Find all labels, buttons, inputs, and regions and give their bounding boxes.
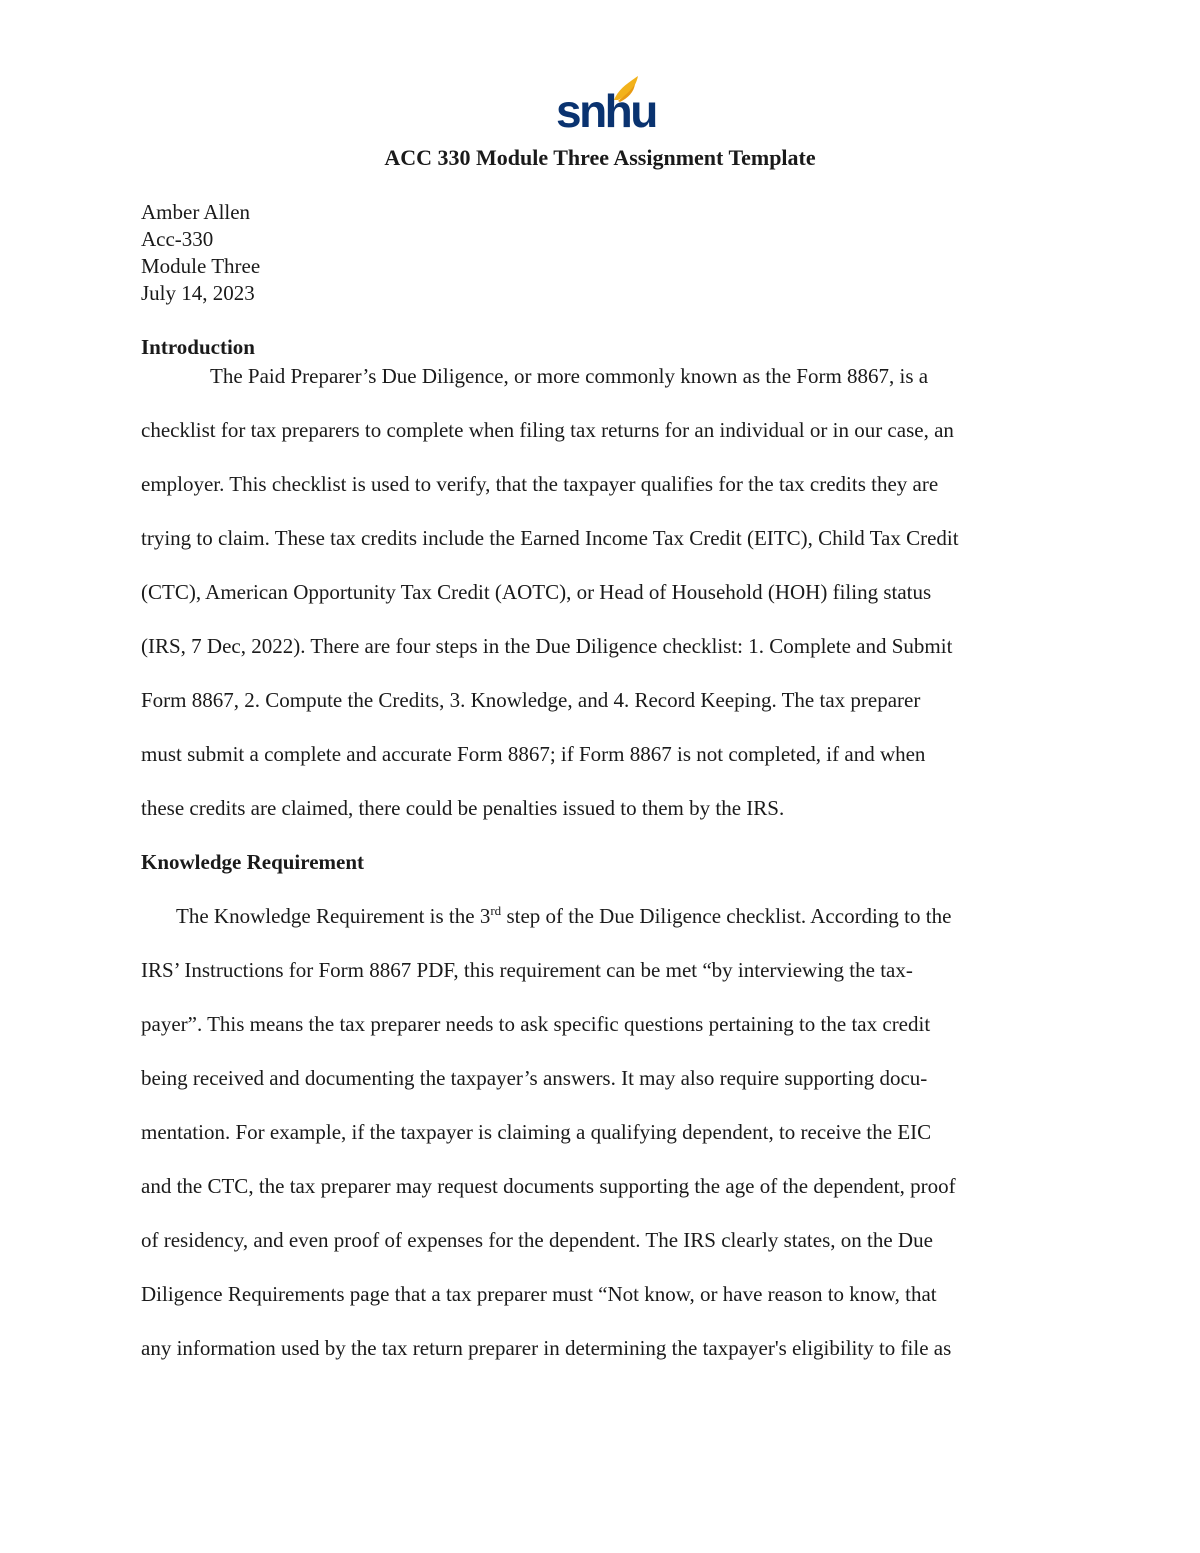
ordinal-suffix: rd bbox=[490, 903, 502, 918]
paragraph-line: Diligence Requirements page that a tax preparer must “Not know, or have reason to know, that bbox=[141, 1282, 937, 1306]
paragraph-line: employer. This checklist is used to verify, that the taxpayer qualifies for the tax credits they are bbox=[141, 472, 939, 496]
paragraph-line: The Paid Preparer’s Due Diligence, or more commonly known as the Form 8867, is a bbox=[210, 364, 929, 388]
document-date: July 14, 2023 bbox=[141, 281, 255, 305]
author-block bbox=[141, 199, 260, 307]
paragraph-line: being received and documenting the taxpayer’s answers. It may also require supporting docu- bbox=[141, 1066, 928, 1090]
paragraph-line: (IRS, 7 Dec, 2022). There are four steps in the Due Diligence checklist: 1. Complete and Submit bbox=[141, 634, 953, 658]
snhu-logo bbox=[556, 74, 656, 137]
paragraph-line: of residency, and even proof of expenses for the dependent. The IRS clearly states, on the Due bbox=[141, 1228, 933, 1252]
document-title: ACC 330 Module Three Assignment Template bbox=[384, 145, 816, 170]
paragraph-line: trying to claim. These tax credits include the Earned Income Tax Credit (EITC), Child Tax Credit bbox=[141, 526, 959, 550]
paragraph-line: (CTC), American Opportunity Tax Credit (AOTC), or Head of Household (HOH) filing status bbox=[141, 580, 932, 604]
paragraph-line: any information used by the tax return preparer in determining the taxpayer's eligibility to file as bbox=[141, 1336, 952, 1360]
line-text: step of the Due Diligence checklist. According to the bbox=[501, 904, 952, 928]
paragraph-line: mentation. For example, if the taxpayer is claiming a qualifying dependent, to receive the EIC bbox=[141, 1120, 932, 1144]
paragraph-line: checklist for tax preparers to complete when filing tax returns for an individual or in our case, an bbox=[141, 418, 954, 442]
author-name: Amber Allen bbox=[141, 200, 251, 224]
course-code: Acc-330 bbox=[141, 227, 214, 251]
line-text: The Knowledge Requirement is the 3 bbox=[176, 904, 491, 928]
paragraph-line: these credits are claimed, there could be penalties issued to them by the IRS. bbox=[141, 796, 785, 820]
paragraph-line: and the CTC, the tax preparer may request documents supporting the age of the dependent, proof bbox=[141, 1174, 956, 1198]
paragraph-line: payer”. This means the tax preparer needs to ask specific questions pertaining to the tax credit bbox=[141, 1012, 931, 1036]
paragraph-line bbox=[176, 901, 951, 931]
knowledge-heading: Knowledge Requirement bbox=[141, 850, 365, 874]
introduction-heading: Introduction bbox=[141, 335, 255, 359]
logo-wordmark: snhu bbox=[556, 85, 656, 137]
paragraph-line: Form 8867, 2. Compute the Credits, 3. Knowledge, and 4. Record Keeping. The tax preparer bbox=[141, 688, 921, 712]
module-name: Module Three bbox=[141, 254, 261, 278]
paragraph-line: IRS’ Instructions for Form 8867 PDF, this requirement can be met “by interviewing the tax- bbox=[141, 958, 913, 982]
paragraph-line: must submit a complete and accurate Form 8867; if Form 8867 is not completed, if and when bbox=[141, 742, 926, 766]
